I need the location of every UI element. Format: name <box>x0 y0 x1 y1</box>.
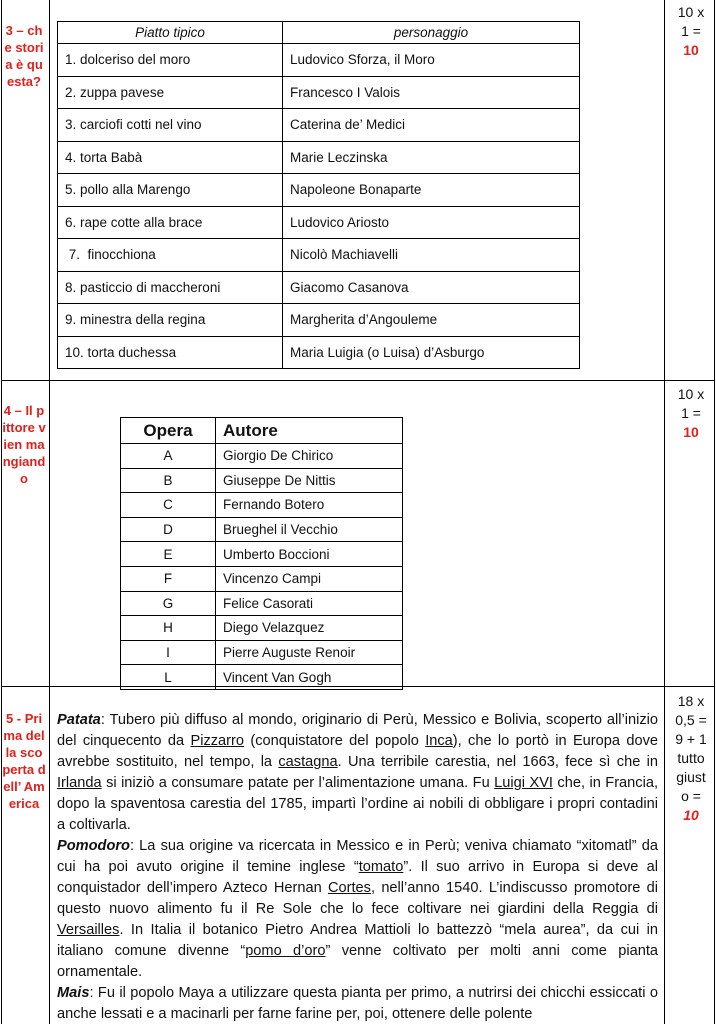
score-4-total: 10 <box>683 424 699 440</box>
score-3-line1: 10 x <box>677 4 705 20</box>
table-row <box>58 271 580 304</box>
autore-cell: Diego Velazquez <box>216 616 403 641</box>
table-row <box>121 444 403 469</box>
score-3-total: 10 <box>683 42 699 58</box>
keyword-cortes: Cortes <box>327 880 371 896</box>
opera-cell: F <box>121 566 216 591</box>
opera-cell: D <box>121 517 216 542</box>
opera-cell: A <box>121 444 216 469</box>
opera-cell: C <box>121 493 216 518</box>
paragraph-mais <box>57 983 658 1025</box>
header-opera: Opera <box>121 418 216 444</box>
text-span: . In Italia il botanico Pietro Andrea Mattioli lo battezzò “mela aurea”, da cui in italiano comune divenne “ <box>57 922 658 959</box>
table-row <box>121 542 403 567</box>
dish-cell: 3. carciofi cotti nel vino <box>58 109 283 142</box>
person-cell: Ludovico Ariosto <box>283 206 580 239</box>
dish-cell: 2. zuppa pavese <box>58 76 283 109</box>
person-cell: Margherita d’Angouleme <box>283 304 580 337</box>
dish-cell: 1. dolceriso del moro <box>58 44 283 77</box>
person-cell: Giacomo Casanova <box>283 271 580 304</box>
person-cell: Nicolò Machiavelli <box>283 239 580 272</box>
score-5 <box>667 692 715 825</box>
person-cell: Ludovico Sforza, il Moro <box>283 44 580 77</box>
header-piatto: Piatto tipico <box>58 22 283 44</box>
table-row <box>121 591 403 616</box>
score-4-line1: 10 x <box>677 386 705 402</box>
text-span: : La sua origine va ricercata in Messico e in Perù; veniva chiamato “xitomatl” da cui ha poi avuto origine il temine inglese “ <box>57 838 658 875</box>
autore-cell: Brueghel il Vecchio <box>216 517 403 542</box>
table-row <box>58 206 580 239</box>
score-5-line2: 0,5 = <box>675 712 707 728</box>
opera-cell: G <box>121 591 216 616</box>
header-autore: Autore <box>216 418 403 444</box>
person-cell: Napoleone Bonaparte <box>283 174 580 207</box>
question-label-4: 4 – Il pittore vien mangiando <box>2 403 46 486</box>
score-5-line3: 9 + 1 <box>675 731 707 747</box>
artworks-table <box>120 417 403 690</box>
person-cell: Francesco I Valois <box>283 76 580 109</box>
table-row <box>58 239 580 272</box>
autore-cell: Giorgio De Chirico <box>216 444 403 469</box>
keyword-irlanda: Irlanda <box>57 775 102 791</box>
text-span: ”. Il suo arrivo in Europa si deve al conquistador dell’impero Azteco Hernan <box>57 859 658 896</box>
dish-cell: 5. pollo alla Marengo <box>58 174 283 207</box>
paragraph-pomodoro <box>57 836 658 983</box>
border-col2 <box>664 0 665 1024</box>
dish-cell: 9. minestra della regina <box>58 304 283 337</box>
text-span: ), che lo portò in Europa dove avrebbe sostituito, nel tempo, la <box>57 733 659 770</box>
text-span: ” venne coltivato per molti anni come pianta ornamentale. <box>57 943 659 980</box>
table-row <box>121 616 403 641</box>
border-left <box>1 0 2 1024</box>
text-span: (conquistatore del popolo <box>244 733 426 749</box>
dish-cell: 8. pasticcio di maccheroni <box>58 271 283 304</box>
table-row <box>121 468 403 493</box>
autore-cell: Felice Casorati <box>216 591 403 616</box>
term-patata: Patata <box>57 712 101 728</box>
autore-cell: Umberto Boccioni <box>216 542 403 567</box>
table-row <box>121 493 403 518</box>
opera-cell: L <box>121 665 216 690</box>
score-5-line6: o = <box>681 788 701 804</box>
score-4-line2: 1 = <box>681 405 701 421</box>
keyword-inca: Inca <box>425 733 453 749</box>
autore-cell: Vincent Van Gogh <box>216 665 403 690</box>
header-personaggio: personaggio <box>283 22 580 44</box>
score-5-line5: giust <box>676 769 706 785</box>
autore-cell: Fernando Botero <box>216 493 403 518</box>
table-row <box>58 336 580 369</box>
score-5-total: 10 <box>683 807 699 823</box>
keyword-tomato: tomato <box>358 859 404 875</box>
dishes-table <box>57 21 580 369</box>
opera-cell: B <box>121 468 216 493</box>
answer-text <box>57 710 658 1025</box>
text-span: , nell’anno 1540. L’indiscusso promotore di questo nuovo alimento fu il Re Sole che lo fece coltivare nei giardini della Reggia di <box>57 880 658 917</box>
question-label-5: 5 - Prima della scoperta dell’ America <box>2 711 46 811</box>
table-row <box>58 76 580 109</box>
row-divider-1 <box>1 380 715 381</box>
score-5-line4: tutto <box>677 750 705 766</box>
table-row <box>58 44 580 77</box>
keyword-pomo-doro: pomo d’oro <box>245 943 326 959</box>
keyword-castagna: castagna <box>278 754 338 770</box>
table-row <box>58 174 580 207</box>
person-cell: Caterina de’ Medici <box>283 109 580 142</box>
dishes-table-header <box>58 22 580 44</box>
dish-cell: 7. finocchiona <box>58 239 283 272</box>
paragraph-patata <box>57 710 658 836</box>
question-label-3: 3 – che storia è questa? <box>4 23 44 89</box>
score-3 <box>667 3 715 60</box>
table-row <box>121 665 403 690</box>
opera-cell: E <box>121 542 216 567</box>
dish-cell: 6. rape cotte alla brace <box>58 206 283 239</box>
term-pomodoro: Pomodoro <box>57 838 130 854</box>
border-right <box>714 0 715 1024</box>
dish-cell: 10. torta duchessa <box>58 336 283 369</box>
score-5-line1: 18 x <box>677 693 705 709</box>
table-row <box>121 566 403 591</box>
score-4 <box>667 385 715 442</box>
table-row <box>58 141 580 174</box>
table-row <box>121 517 403 542</box>
dish-cell: 4. torta Babà <box>58 141 283 174</box>
autore-cell: Vincenzo Campi <box>216 566 403 591</box>
text-span: che, in Francia, dopo la spaventosa carestia del 1785, impartì l’ordine ai nobili di obbligare i propri contadini a coltivarla. <box>57 775 659 833</box>
border-col1 <box>49 0 50 1024</box>
table-row <box>58 304 580 337</box>
table-row <box>58 109 580 142</box>
score-3-line2: 1 = <box>681 23 701 39</box>
autore-cell: Giuseppe De Nittis <box>216 468 403 493</box>
autore-cell: Pierre Auguste Renoir <box>216 640 403 665</box>
keyword-pizzarro: Pizzarro <box>190 733 244 749</box>
keyword-versailles: Versailles <box>57 922 120 938</box>
text-span: : Fu il popolo Maya a utilizzare questa pianta per primo, a nutrirsi dei chicchi essiccati o anche lessati e a macinarli per farne farine per, poi, ottenere delle polente <box>57 985 658 1022</box>
table-row <box>121 640 403 665</box>
term-mais: Mais <box>57 985 90 1001</box>
text-span: : Tubero più diffuso al mondo, originario di Perù, Messico e Bolivia, scoperto all’inizio del cinquecento da <box>57 712 658 749</box>
person-cell: Maria Luigia (o Luisa) d’Asburgo <box>283 336 580 369</box>
artworks-table-header <box>121 418 403 444</box>
text-span: si iniziò a consumare patate per l’alimentazione umana. Fu <box>101 775 495 791</box>
opera-cell: I <box>121 640 216 665</box>
text-span: . Una terribile carestia, nel 1663, fece sì che in <box>337 754 658 770</box>
opera-cell: H <box>121 616 216 641</box>
person-cell: Marie Leczinska <box>283 141 580 174</box>
keyword-luigi-xvi: Luigi XVI <box>494 775 553 791</box>
